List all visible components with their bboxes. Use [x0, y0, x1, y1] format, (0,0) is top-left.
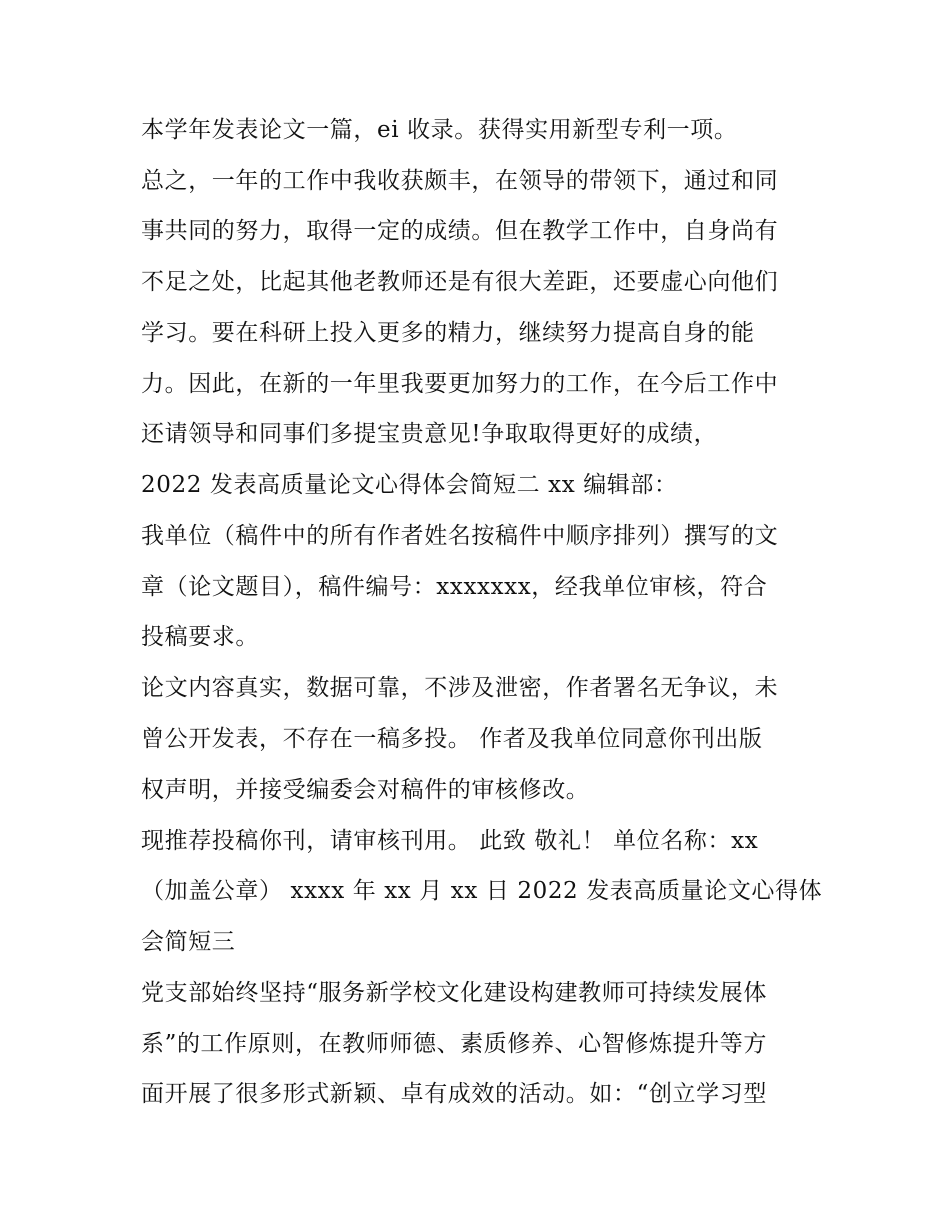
text-line: 论文内容真实，数据可靠，不涉及泄密，作者署名无争议，未 [141, 675, 779, 701]
text-line: 曾公开发表，不存在一稿多投。 作者及我单位同意你刊出版 [141, 726, 763, 752]
text-line: 会简短三 [141, 929, 236, 955]
text-line: （加盖公章） xxxx 年 xx 月 xx 日 2022 发表高质量论文心得体 [141, 878, 823, 904]
text-line: 学习。要在科研上投入更多的精力，继续努力提高自身的能 [141, 320, 755, 346]
text-line: 力。因此，在新的一年里我要更加努力的工作，在今后工作中 [141, 371, 779, 397]
text-line: 2022 发表高质量论文心得体会简短二 xx 编辑部： [141, 472, 678, 498]
text-line: 章（论文题目），稿件编号：xxxxxxx，经我单位审核，符合 [141, 574, 768, 600]
text-line: 党支部始终坚持“服务新学校文化建设构建教师可持续发展体 [141, 980, 767, 1006]
text-line: 面开展了很多形式新颖、卓有成效的活动。如：“创立学习型 [141, 1081, 767, 1107]
text-line: 权声明，并接受编委会对稿件的审核修改。 [141, 777, 590, 803]
text-line: 事共同的努力，取得一定的成绩。但在教学工作中，自身尚有 [141, 218, 779, 244]
text-line: 系”的工作原则，在教师师德、素质修养、心智修炼提升等方 [141, 1031, 767, 1057]
text-line: 还请领导和同事们多提宝贵意见!争取取得更好的成绩， [141, 421, 718, 447]
text-line: 不足之处，比起其他老教师还是有很大差距，还要虚心向他们 [141, 269, 779, 295]
text-line: 现推荐投稿你刊，请审核刊用。 此致 敬礼！ 单位名称：xx [141, 828, 759, 854]
text-line: 投稿要求。 [141, 624, 259, 650]
text-line: 我单位（稿件中的所有作者姓名按稿件中顺序排列）撰写的文 [141, 523, 779, 549]
text-line: 总之，一年的工作中我收获颇丰，在领导的带领下，通过和同 [141, 168, 779, 194]
text-line: 本学年发表论文一篇，ei 收录。获得实用新型专利一项。 [141, 117, 738, 143]
